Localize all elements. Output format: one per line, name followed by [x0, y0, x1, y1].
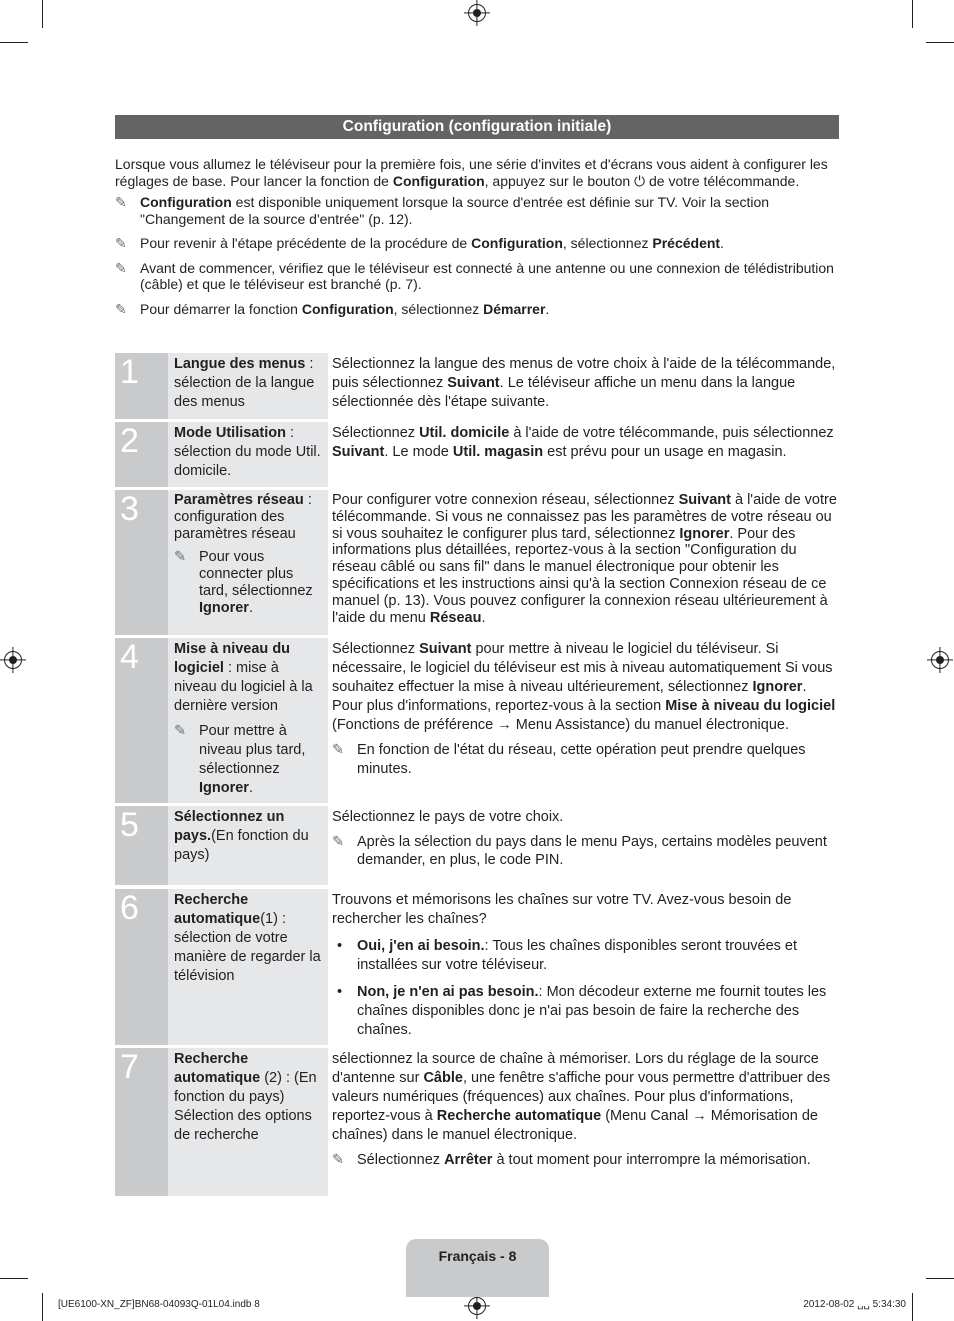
step-row — [115, 638, 839, 803]
intro-section — [115, 156, 837, 325]
step-number: 4 — [115, 638, 168, 803]
step-row — [115, 1048, 839, 1196]
crop-mark — [42, 0, 43, 28]
step-description: Sélectionnez le pays de votre choix. ✎ Après la sélection du pays dans le menu Pays, certains modèles peuvent demander, en plus, le code PIN. — [332, 806, 839, 869]
step-row — [115, 490, 839, 635]
pencil-note-icon: ✎ — [174, 549, 187, 565]
note: ✎ Pour vous connecter plus tard, sélectionnez Ignorer. — [174, 549, 313, 616]
step-label: Langue des menus : sélection de la langue des menus — [168, 353, 328, 419]
note: ✎ En fonction de l'état du réseau, cette opération peut prendre quelques minutes. — [332, 742, 806, 777]
crop-mark — [912, 0, 913, 28]
section-title: Configuration (configuration initiale) — [115, 115, 839, 139]
step-row — [115, 353, 839, 419]
pencil-note-icon: ✎ — [115, 194, 127, 210]
note: ✎ Après la sélection du pays dans le menu Pays, certains modèles peuvent demander, en plus, le code PIN. — [332, 834, 827, 868]
page-number-tab: Français - 8 — [406, 1239, 549, 1297]
crop-mark — [0, 42, 28, 43]
print-footer-left: [UE6100-XN_ZF]BN68-04093Q-01L04.indb 8 — [58, 1299, 260, 1310]
note: ✎ Pour revenir à l'étape précédente de la procédure de Configuration, sélectionnez Précédent. — [115, 235, 724, 251]
registration-mark-icon — [468, 1297, 486, 1315]
list-item: • Oui, j'en ai besoin.: Tous les chaînes disponibles seront trouvées et installées sur votre téléviseur. — [337, 938, 798, 973]
step-number: 7 — [115, 1048, 168, 1196]
pencil-note-icon: ✎ — [332, 834, 345, 850]
note: ✎ Avant de commencer, vérifiez que le téléviseur est connecté à une antenne ou une connexion de télédistribution (câble) et que le téléviseur est branché (p. 7). — [115, 259, 834, 292]
step-label: Recherche automatique(1) : sélection de votre manière de regarder la télévision — [168, 889, 328, 1045]
step-description: Trouvons et mémorisons les chaînes sur votre TV. Avez-vous besoin de rechercher les chaînes? • Oui, j'en ai besoin.: Tous les chaînes disponibles seront trouvées et installées sur votre téléviseur. • Non, je n'en ai pas besoin.: Mon décodeur externe me fournit toutes les chaînes disponibles donc je n'ai pas besoin de faire la recherche des chaînes. — [332, 889, 839, 1040]
note: ✎ Pour démarrer la fonction Configuration, sélectionnez Démarrer. — [115, 300, 550, 317]
note: ✎ Pour mettre à niveau plus tard, sélectionnez Ignorer. — [174, 723, 306, 796]
step-description: Pour configurer votre connexion réseau, sélectionnez Suivant à l'aide de votre télécommande. Si vous ne connaissez pas les paramètres de votre réseau ou si vous souhaitez le configurer plus tard, sélectionnez Ignorer. Pour des informations plus détaillées, reportez-vous à la section "Configuration du réseau câblé ou sans fil" dans le manuel électronique pour obtenir les spécifications et les instructions ainsi qu'à la section Connexion réseau de ce manuel (p. 13). Vous pouvez configurer la connexion réseau ultérieurement à l'aide du menu Réseau. — [332, 492, 837, 626]
note: ✎ Configuration est disponible uniquement lorsque la source d'entrée est définie sur TV. Voir la section "Changement de la source d'entrée" (p. 12). — [115, 194, 770, 227]
step-number: 3 — [115, 490, 168, 635]
registration-mark-icon — [4, 651, 22, 669]
step-description: Sélectionnez Suivant pour mettre à niveau le logiciel du téléviseur. Si nécessaire, le logiciel du téléviseur est mis à niveau automatiquement Si vous souhaitez effectuer la mise à niveau ultérieurement, sélectionnez Ignorer. Pour plus d'informations, reportez-vous à la section Mise à niveau du logiciel (Fonctions de préférence → Menu Assistance) du manuel électronique. ✎ En fonction de l'état du réseau, cette opération peut prendre quelques minutes. — [332, 638, 839, 779]
step-row — [115, 806, 839, 885]
crop-mark — [0, 1278, 28, 1279]
pencil-note-icon: ✎ — [174, 723, 187, 739]
crop-mark — [42, 1293, 43, 1321]
registration-mark-icon — [931, 651, 949, 669]
step-number: 5 — [115, 806, 168, 885]
pencil-note-icon: ✎ — [115, 300, 127, 317]
step-description: sélectionnez la source de chaîne à mémoriser. Lors du réglage de la source d'antenne sur Câble, une fenêtre s'affiche pour vous permettre d'attribuer des valeurs numériques (fréquences) aux chaînes. Pour plus d'informations, reportez-vous à Recherche automatique (Menu Canal → Mémorisation de chaînes) dans le manuel électronique. ✎ Sélectionnez Arrêter à tout moment pour interrompre la mémorisation. — [332, 1048, 839, 1170]
pencil-note-icon: ✎ — [115, 259, 127, 276]
step-label: Mise à niveau du logiciel : mise à niveau du logiciel à la dernière version ✎ Pour mettre à niveau plus tard, sélectionnez Ignorer. — [168, 638, 328, 803]
step-number: 6 — [115, 889, 168, 1045]
note: ✎ Sélectionnez Arrêter à tout moment pour interrompre la mémorisation. — [332, 1152, 811, 1168]
step-label: Sélectionnez un pays.(En fonction du pays) — [168, 806, 328, 885]
step-number: 1 — [115, 353, 168, 419]
step-number: 2 — [115, 422, 168, 487]
intro-paragraph: Lorsque vous allumez le téléviseur pour la première fois, une série d'invites et d'écrans vous aident à configurer les réglages de base. Pour lancer la fonction de Configuration, appuyez sur le bouton ⏻ de votre télécommande. — [115, 156, 828, 189]
crop-mark — [926, 1278, 954, 1279]
step-label: Mode Utilisation : sélection du mode Util. domicile. — [168, 422, 328, 487]
pencil-note-icon: ✎ — [332, 742, 345, 758]
registration-mark-icon — [468, 4, 486, 22]
list-item: • Non, je n'en ai pas besoin.: Mon décodeur externe me fournit toutes les chaînes disponibles donc je n'ai pas besoin de faire la recherche des chaînes. — [337, 984, 827, 1038]
pencil-note-icon: ✎ — [332, 1152, 345, 1168]
step-label: Paramètres réseau : configuration des paramètres réseau ✎ Pour vous connecter plus tard, sélectionnez Ignorer. — [168, 490, 328, 635]
step-row — [115, 422, 839, 487]
crop-mark — [926, 42, 954, 43]
crop-mark — [912, 1293, 913, 1321]
step-description: Sélectionnez la langue des menus de votre choix à l'aide de la télécommande, puis sélectionnez Suivant. Le téléviseur affiche un menu dans la langue sélectionnée dès l'étape suivante. — [332, 356, 836, 410]
step-label: Recherche automatique (2) : (En fonction du pays) Sélection des options de recherche — [168, 1048, 328, 1196]
step-description: Sélectionnez Util. domicile à l'aide de votre télécommande, puis sélectionnez Suivant. Le mode Util. magasin est prévu pour un usage en magasin. — [332, 425, 834, 460]
print-footer-right: 2012-08-02 ␣␣ 5:34:30 — [803, 1299, 906, 1310]
step-row — [115, 889, 839, 1045]
pencil-note-icon: ✎ — [115, 235, 127, 251]
